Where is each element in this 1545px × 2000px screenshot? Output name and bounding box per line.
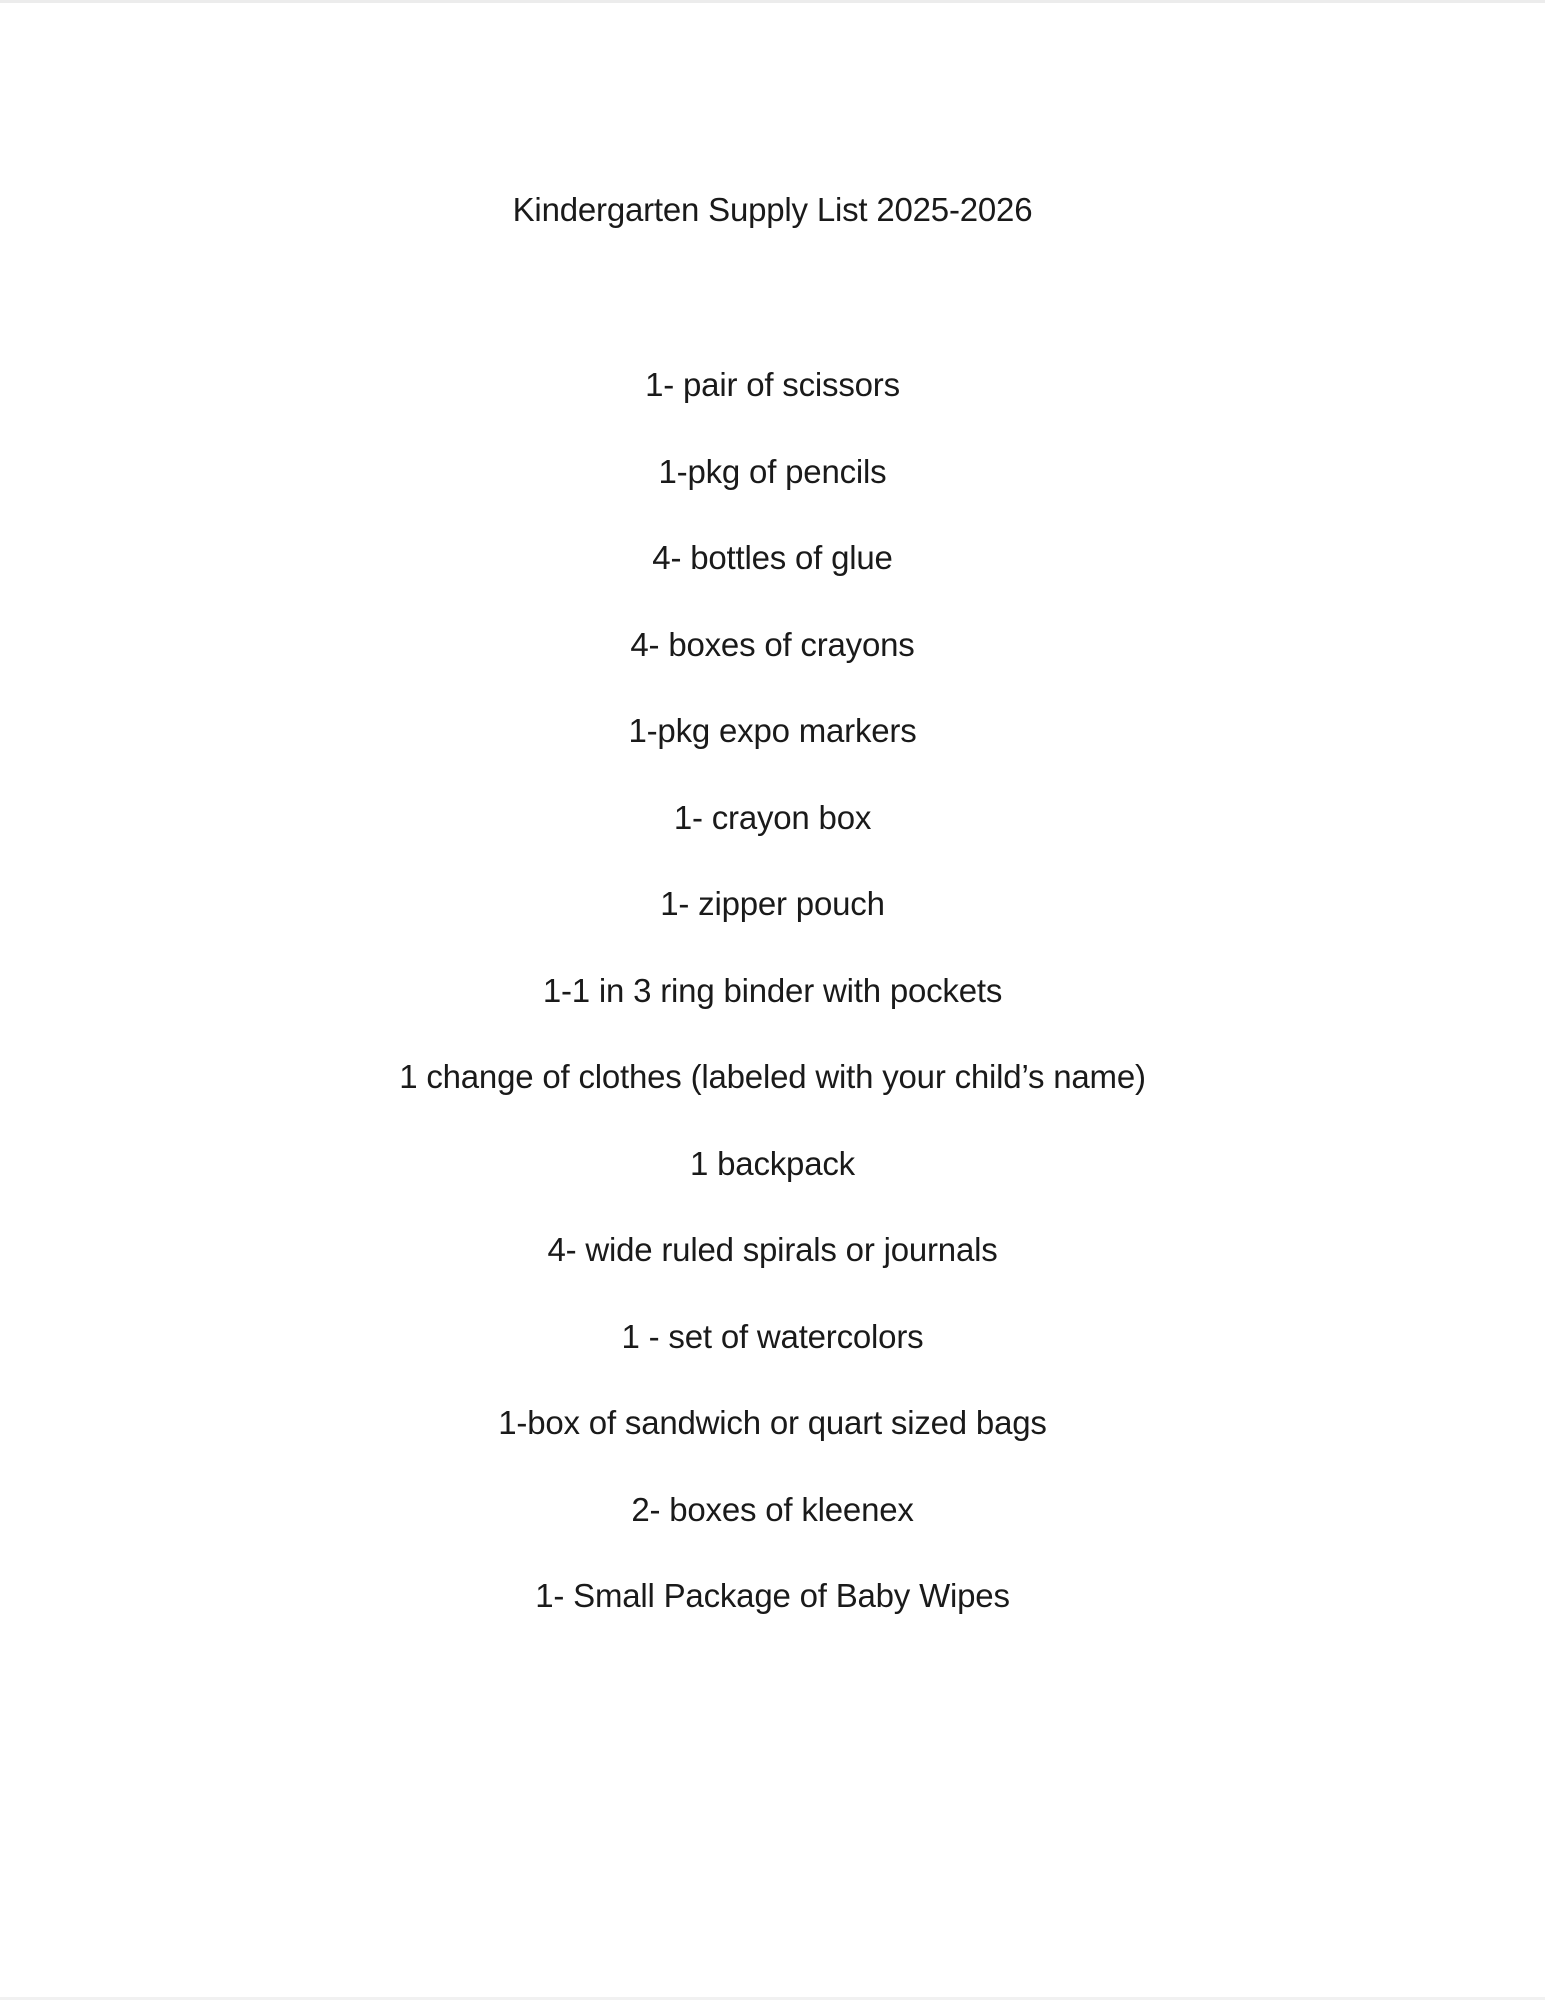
list-item: 1-pkg expo markers [628, 712, 917, 749]
list-item: 1 change of clothes (labeled with your child’s name) [399, 1058, 1146, 1095]
list-item: 1- pair of scissors [645, 366, 900, 403]
list-item: 1- Small Package of Baby Wipes [535, 1577, 1010, 1614]
list-item: 4- boxes of crayons [630, 625, 915, 663]
list-item: 1- crayon box [673, 798, 872, 836]
list-item: 4- wide ruled spirals or journals [547, 1231, 998, 1268]
page-title: Kindergarten Supply List 2025-2026 [512, 191, 1033, 228]
list-item: 1 backpack [690, 1144, 855, 1182]
list-item: 4- bottles of glue [652, 539, 893, 576]
list-item: 1-pkg of pencils [658, 452, 887, 490]
list-item: 1-box of sandwich or quart sized bags [498, 1404, 1047, 1441]
list-item: 1-1 in 3 ring binder with pockets [542, 971, 1003, 1009]
list-item: 2- boxes of kleenex [631, 1490, 914, 1528]
list-item: 1 - set of watercolors [621, 1317, 924, 1355]
supply-list [0, 365, 1545, 1663]
list-item: 1- zipper pouch [660, 885, 885, 922]
scan-top-edge [0, 0, 1545, 3]
